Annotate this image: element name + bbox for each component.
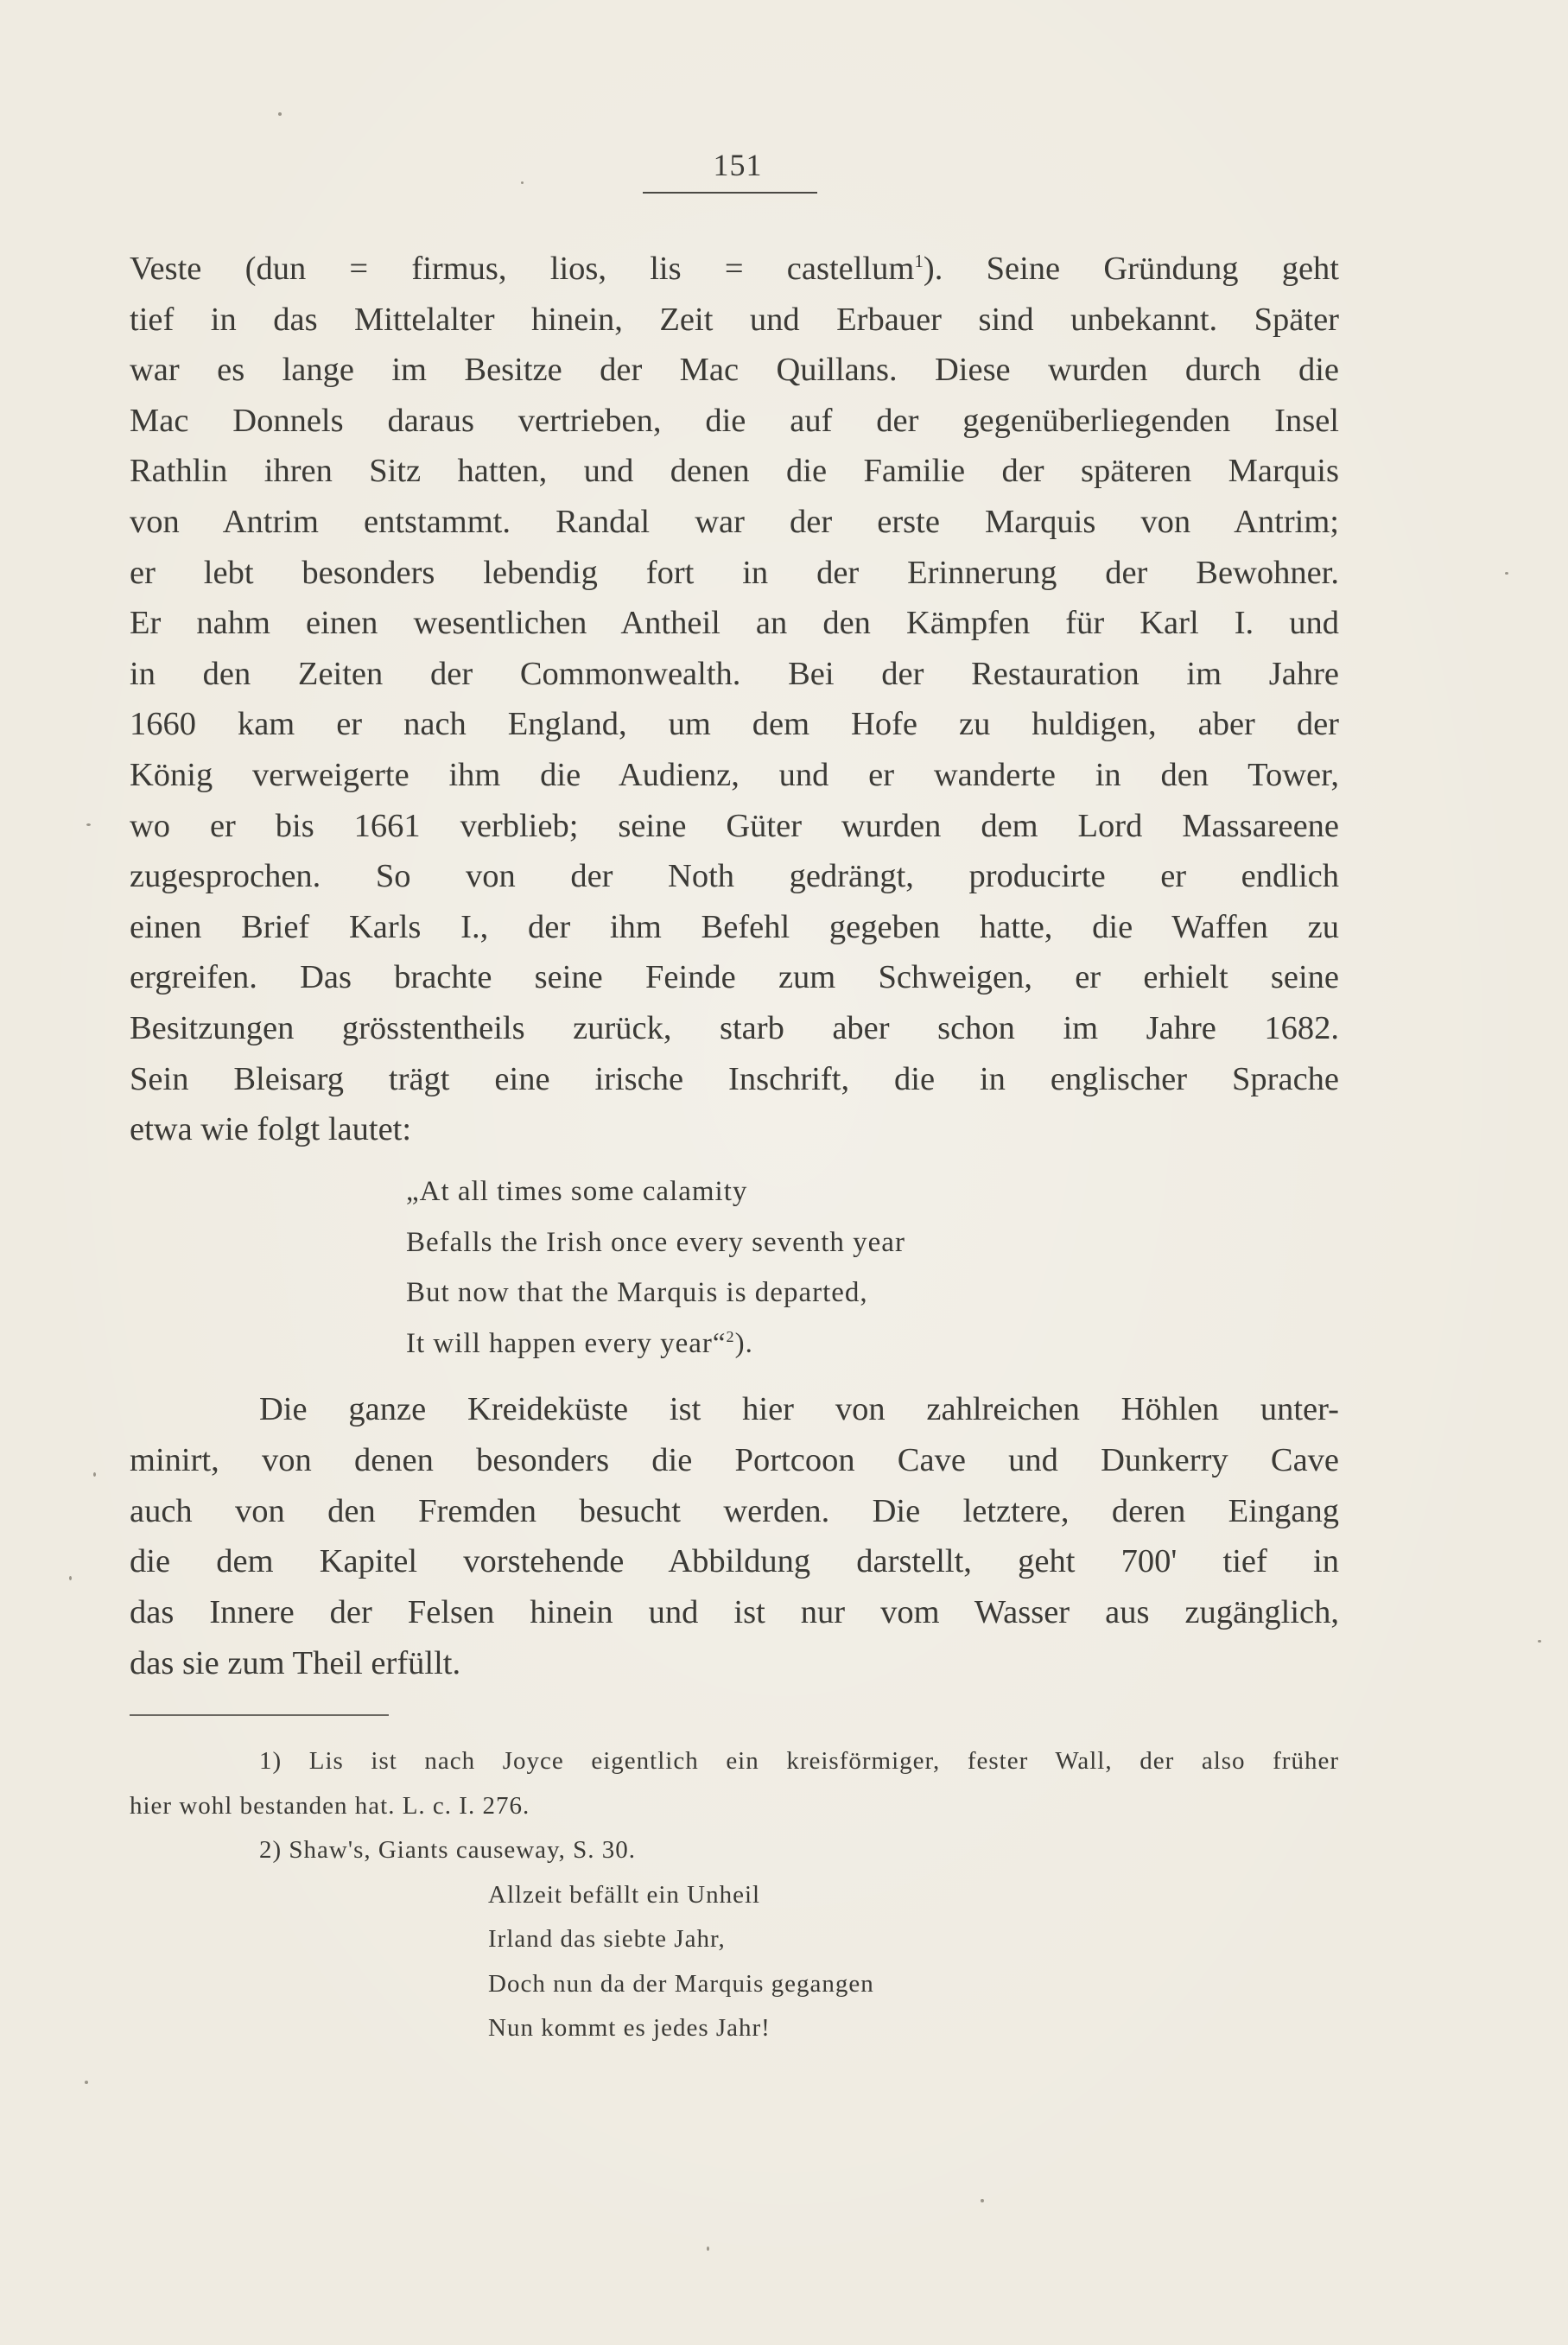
text-line: Rathlin ihren Sitz hatten, und denen die Familie der späteren Marquis [130, 453, 1339, 490]
page-number: 151 [713, 148, 763, 182]
text-line: von Antrim entstammt. Randal war der erste Marquis von Antrim; [130, 503, 1339, 540]
verse-line: It will happen every year“$^2$). [406, 1327, 753, 1359]
scan-speck [981, 2199, 984, 2202]
text-line: ergreifen. Das brachte seine Feinde zum Schweigen, er erhielt seine [130, 959, 1339, 996]
footnote-ref: 2 [726, 1327, 735, 1345]
text-line: etwa wie folgt lautet: [130, 1111, 412, 1148]
footnote-verse-line: Allzeit befällt ein Unheil [488, 1880, 761, 1909]
footnote-2: 2) Shaw's, Giants causeway, S. 30. [259, 1836, 637, 1864]
text-line: minirt, von denen besonders die Portcoon Cave und Dunkerry Cave [130, 1441, 1339, 1478]
text-line: zugesprochen. So von der Noth gedrängt, producirte er endlich [130, 858, 1339, 895]
scan-speck [1538, 1640, 1541, 1643]
footnote-1-cont: hier wohl bestanden hat. L. c. I. 276. [130, 1791, 530, 1820]
footnote-ref: 1 [914, 251, 924, 272]
text-line: in den Zeiten der Commonwealth. Bei der Restauration im Jahre [130, 655, 1339, 692]
paragraph-2 [130, 1384, 1339, 1689]
text-line: tief in das Mittelalter hinein, Zeit und Erbauer sind unbekannt. Später [130, 301, 1339, 338]
verse-line: „At all times some calamity [406, 1176, 748, 1207]
text-line: war es lange im Besitze der Mac Quillans. Diese wurden durch die [130, 352, 1339, 389]
verse-line: But now that the Marquis is departed, [406, 1277, 868, 1308]
text-line: die dem Kapitel vorstehende Abbildung darstellt, geht 700' tief in [130, 1543, 1339, 1580]
text-line: König verweigerte ihm die Audienz, und er wanderte in den Tower, [130, 756, 1339, 793]
scan-speck [278, 112, 282, 116]
text-line: er lebt besonders lebendig fort in der Erinnerung der Bewohner. [130, 554, 1339, 591]
scan-speck [93, 1472, 96, 1477]
text-line: Veste (dun = firmus, lios, lis = castellum$^1$). Seine Gründung geht [130, 251, 1339, 287]
footnote-verse-line: Nun kommt es jedes Jahr! [488, 2014, 771, 2042]
scan-speck [86, 823, 91, 826]
paragraph-1 [130, 244, 1339, 1155]
verse-line: Befalls the Irish once every seventh year [406, 1226, 905, 1258]
footnote-verse-line: Doch nun da der Marquis gegangen [488, 1969, 874, 1998]
text-line: Sein Bleisarg trägt eine irische Inschrift, die in englischer Sprache [130, 1060, 1339, 1097]
text-line: 1660 kam er nach England, um dem Hofe zu huldigen, aber der [130, 706, 1339, 743]
text-line: das Innere der Felsen hinein und ist nur vom Wasser aus zugänglich, [130, 1594, 1339, 1631]
footnotes [130, 1739, 1339, 2051]
text-line: Besitzungen grösstentheils zurück, starb aber schon im Jahre 1682. [130, 1009, 1339, 1046]
scan-speck [1505, 572, 1508, 575]
text-line: Er nahm einen wesentlichen Antheil an den Kämpfen für Karl I. und [130, 605, 1339, 642]
text-line: auch von den Fremden besucht werden. Die letztere, deren Eingang [130, 1492, 1339, 1529]
text-line: einen Brief Karls I., der ihm Befehl gegeben hatte, die Waffen zu [130, 908, 1339, 945]
scan-speck [69, 1576, 72, 1580]
scan-speck [707, 2246, 709, 2251]
scan-speck [521, 181, 524, 184]
text-line: Mac Donnels daraus vertrieben, die auf der gegenüberliegenden Insel [130, 402, 1339, 439]
footnote-verse-line: Irland das siebte Jahr, [488, 1925, 726, 1953]
footnote-rule [130, 1714, 389, 1716]
text-line: das sie zum Theil erfüllt. [130, 1644, 461, 1681]
footnote-1: 1) Lis ist nach Joyce eigentlich ein kreisförmiger, fester Wall, der also früher [259, 1747, 1339, 1775]
text-line: Die ganze Kreideküste ist hier von zahlreichen Höhlen unter- [259, 1391, 1339, 1427]
header-rule [643, 192, 817, 194]
verse-quote [406, 1166, 1097, 1369]
text-line: wo er bis 1661 verblieb; seine Güter wurden dem Lord Massareene [130, 807, 1339, 844]
scan-speck [85, 2081, 88, 2084]
